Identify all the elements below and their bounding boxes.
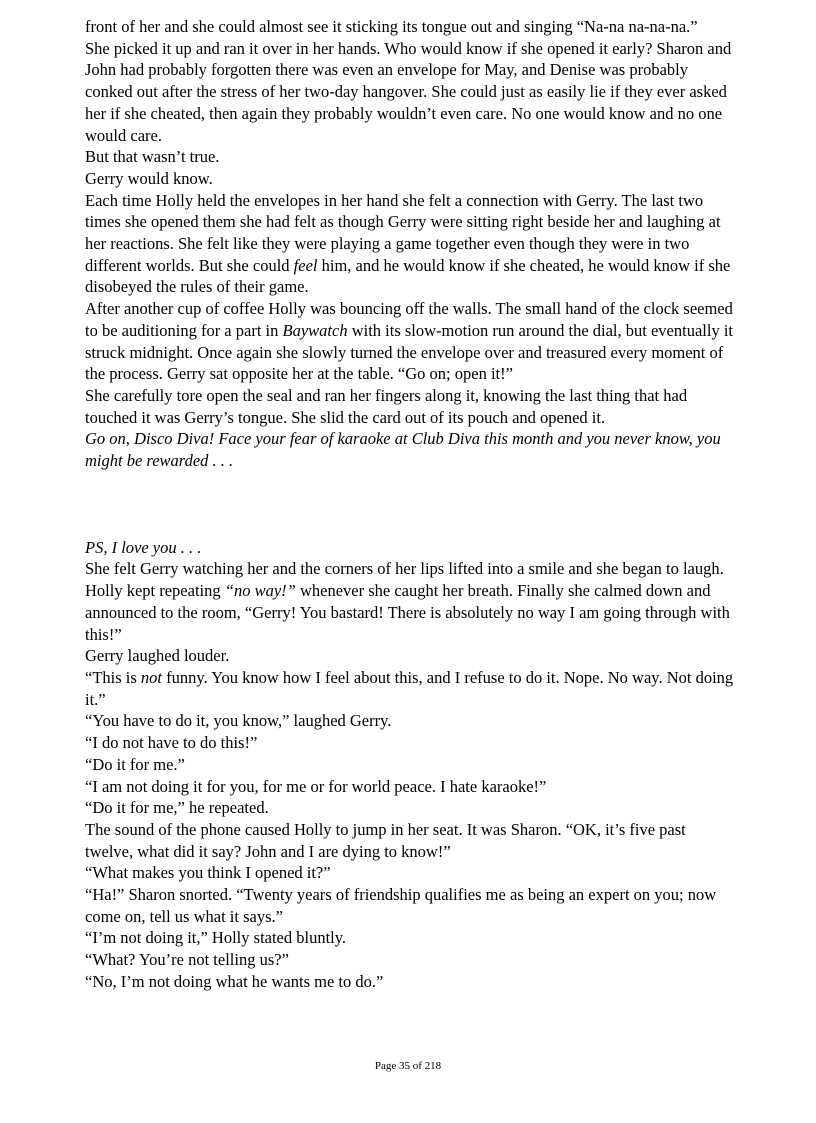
paragraph: “No, I’m not doing what he wants me to do.”: [85, 971, 384, 991]
paragraph-text: After another cup of coffee Holly was bouncing off the walls. The small hand of the clock seemed to be auditioning for a part in: [85, 299, 733, 340]
paragraph: “What makes you think I opened it?”: [85, 863, 331, 883]
paragraph: “I do not have to do this!”: [85, 733, 258, 753]
paragraph-text: Each time Holly held the envelopes in her hand she felt a connection with Gerry. The last two times she opened them she had felt as though Gerry were sitting right beside her and laughing at her reactions. She felt like they were playing a game together even though they were in two different worlds. But she could: [85, 190, 721, 275]
emphasis-text: feel: [293, 255, 318, 275]
paragraph: “Ha!” Sharon snorted. “Twenty years of friendship qualifies me as being an expert on you; now come on, tell us what it says.”: [85, 885, 717, 926]
paragraph: [85, 667, 735, 710]
paragraph-text: “This is: [85, 667, 141, 687]
page-body: [85, 16, 735, 993]
paragraph-text: funny. You know how I feel about this, and I refuse to do it. Nope. No way. Not doing it.”: [85, 667, 734, 709]
emphasis-text: Baywatch: [282, 320, 348, 340]
paragraph: [85, 558, 735, 645]
card-message: [85, 428, 735, 471]
emphasis-text: “no way!”: [224, 581, 296, 601]
paragraph: “Do it for me,” he repeated.: [85, 798, 269, 818]
paragraph: The sound of the phone caused Holly to jump in her seat. It was Sharon. “OK, it’s five past twelve, what did it say? John and I are dying to know!”: [85, 819, 686, 861]
paragraph: She picked it up and ran it over in her hands. Who would know if she opened it early? Sharon and John had probably forgotten there was even an envelope for May, and Denise was probably conked out after the stress of her two-day hangover. She could just as easily lie if they ever asked her if she cheated, then again they probably wouldn’t even care. No one would know and no one would care.: [85, 38, 732, 145]
card-signoff-text: PS, I love you . . .: [85, 537, 202, 557]
paragraph-text: whenever she caught her breath. Finally she calmed down and announced to the room, “Gerry! You bastard! There is absolutely no way I am going through with this!”: [85, 581, 730, 644]
section-gap: [85, 472, 735, 537]
paragraph-text: him, and he would know if she cheated, he would know if she disobeyed the rules of their game.: [85, 255, 731, 297]
paragraph-text: with its slow-motion run around the dial, but eventually it struck midnight. Once again she slowly turned the envelope over and treasured every moment of the process. Gerry sat opposite her at the table. “Go on; open it!”: [85, 320, 733, 384]
paragraph: Gerry laughed louder.: [85, 646, 230, 666]
paragraph: [85, 190, 735, 299]
card-message-text: Go on, Disco Diva! Face your fear of karaoke at Club Diva this month and you never know, you might be rewarded . . .: [85, 429, 721, 471]
paragraph: [85, 298, 735, 385]
card-signoff: [85, 537, 735, 559]
emphasis-text: not: [140, 667, 163, 687]
paragraph: “You have to do it, you know,” laughed Gerry.: [85, 711, 392, 731]
paragraph: “I’m not doing it,” Holly stated bluntly.: [85, 928, 347, 948]
paragraph-text: She felt Gerry watching her and the corners of her lips lifted into a smile and she began to laugh. Holly kept repeating: [85, 559, 724, 601]
paragraph: But that wasn’t true.: [85, 147, 220, 167]
paragraph: Gerry would know.: [85, 168, 213, 188]
paragraph: front of her and she could almost see it sticking its tongue out and singing “Na-na na-na-na.”: [85, 17, 698, 36]
paragraph: She carefully tore open the seal and ran her fingers along it, knowing the last thing that had touched it was Gerry’s tongue. She slid the card out of its pouch and opened it.: [85, 385, 688, 427]
paragraph: “Do it for me.”: [85, 754, 185, 774]
paragraph: “What? You’re not telling us?”: [85, 950, 289, 970]
page-number: Page 35 of 218: [374, 1060, 442, 1072]
paragraph: “I am not doing it for you, for me or for world peace. I hate karaoke!”: [85, 776, 547, 796]
